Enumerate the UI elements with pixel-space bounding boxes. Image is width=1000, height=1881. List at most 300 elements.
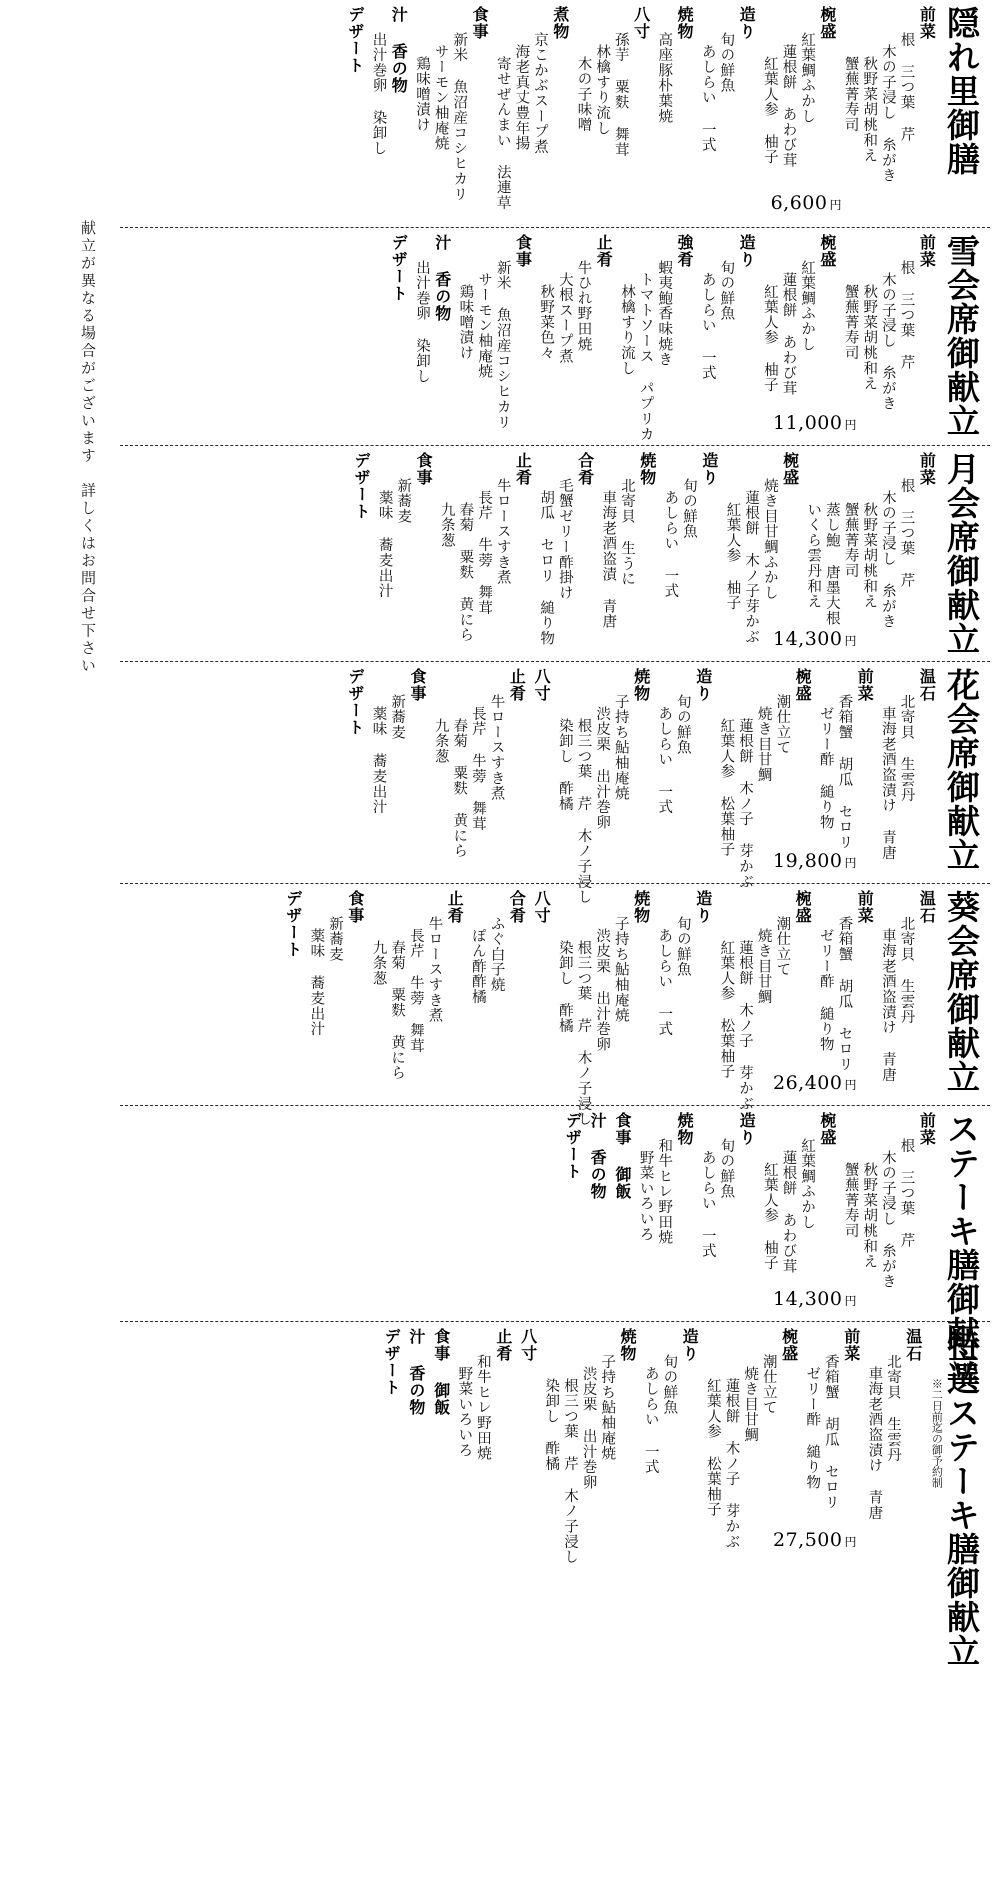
dish-item: あしらい 一式 bbox=[662, 490, 679, 599]
dish-columns bbox=[120, 234, 937, 442]
dish-item-list bbox=[802, 452, 914, 629]
dish-columns bbox=[120, 1112, 937, 1290]
dish-item: ゼリー酢 縋り物 bbox=[817, 928, 834, 1052]
dish-group bbox=[701, 1328, 799, 1550]
course-price-value: 6,600 bbox=[770, 192, 828, 214]
dish-item: 子持ち鮎柚庵焼 bbox=[612, 916, 629, 1024]
dish-item: 旬の鮮魚 bbox=[718, 260, 735, 322]
dish-label: 焼物 bbox=[631, 668, 651, 702]
dish-item: 林檎すり流し bbox=[618, 284, 635, 376]
course-price bbox=[773, 1288, 857, 1310]
dish-group bbox=[758, 6, 835, 168]
course-title: 葵会席御献立 bbox=[942, 890, 981, 1094]
dish-item: 蓮根餅 木ノ子 芽かぶ bbox=[737, 718, 754, 890]
dish-label: 八寸 bbox=[631, 6, 651, 40]
dish-item: 焼き目甘鯛 bbox=[742, 1366, 759, 1443]
dish-item-list bbox=[367, 668, 404, 815]
dish-label: 食事 bbox=[414, 452, 434, 486]
dish-label: 焼物 bbox=[637, 452, 657, 486]
dish-group bbox=[839, 6, 937, 184]
dish-item: 和牛ヒレ野田焼 bbox=[475, 1354, 492, 1462]
dish-item: 蓮根餅 木ノ子 芽かぶ bbox=[723, 1378, 740, 1550]
dish-item: 潮仕立て bbox=[774, 694, 791, 756]
dish-item: 紅葉人参 柚子 bbox=[724, 502, 741, 611]
dish-group bbox=[696, 1112, 757, 1259]
dish-label: 温石 bbox=[917, 668, 937, 702]
dish-group bbox=[378, 1328, 402, 1396]
dish-item: 寄せぜんまい 法連草 bbox=[494, 56, 511, 211]
currency-yen: 円 bbox=[844, 634, 857, 648]
dish-group bbox=[535, 452, 593, 646]
dish-item: 焼き目甘鯛 bbox=[755, 706, 772, 783]
dish-item: 根三つ葉 芹 木ノ子浸し bbox=[575, 718, 592, 905]
dish-group bbox=[659, 452, 717, 599]
dish-item-list bbox=[701, 1328, 776, 1549]
dish-item-list bbox=[454, 234, 510, 430]
currency-yen: 円 bbox=[844, 1535, 857, 1549]
dish-label: 汁 香の物 bbox=[588, 1112, 608, 1200]
dish-item-list bbox=[814, 668, 851, 850]
dish-item-list bbox=[553, 668, 628, 905]
dish-item: 毛蟹ゼリー酢掛け bbox=[556, 478, 573, 601]
dish-item: 潮仕立て bbox=[774, 916, 791, 978]
dish-label: 食事 bbox=[513, 234, 533, 268]
dish-label: 造り bbox=[699, 452, 719, 486]
dish-label: デザート bbox=[345, 6, 365, 74]
dish-item-list bbox=[435, 452, 510, 643]
dish-group bbox=[528, 890, 552, 924]
dish-item: 鶏味噌漬け bbox=[457, 284, 474, 361]
dish-item: 海老真丈豊年揚 bbox=[513, 44, 530, 152]
dish-group bbox=[410, 6, 490, 202]
dish-item: 秋野菜胡桃和え bbox=[861, 502, 878, 610]
dish-item-list bbox=[814, 890, 851, 1072]
course-title: ステーキ膳御献立 bbox=[942, 1112, 981, 1384]
dish-item: いくら雲丹和え bbox=[805, 502, 822, 610]
dish-group bbox=[758, 234, 835, 396]
dish-item: サーモン柚庵焼 bbox=[476, 272, 493, 380]
dish-item: 根三つ葉 芹 木ノ子浸し bbox=[561, 1378, 578, 1565]
dish-item-list bbox=[801, 1328, 838, 1510]
dish-label: 煮物 bbox=[550, 6, 570, 40]
course-title: 隠れ里御膳 bbox=[942, 6, 981, 176]
dish-item: 子持ち鮎柚庵焼 bbox=[599, 1354, 616, 1462]
dish-item: 薬味 蕎麦出汁 bbox=[308, 928, 325, 1037]
dish-item-list bbox=[535, 234, 591, 364]
dish-group bbox=[515, 1328, 536, 1362]
dish-item: 薬味 蕎麦出汁 bbox=[376, 490, 393, 599]
course-price-value: 19,800 bbox=[773, 850, 843, 872]
dish-label: デザート bbox=[351, 452, 371, 520]
dish-item: 胡瓜 セロリ 縋り物 bbox=[538, 490, 555, 646]
course-title: 花会席御献立 bbox=[942, 668, 981, 872]
dish-group bbox=[758, 1112, 835, 1274]
dish-label: 椀盛 bbox=[817, 1112, 837, 1146]
dish-item-list bbox=[758, 234, 814, 396]
dish-item: 焼き目甘鯛 bbox=[755, 928, 772, 1005]
dish-item-list bbox=[572, 6, 628, 157]
dish-item: 木の子浸し 糸がき bbox=[879, 1150, 896, 1290]
dish-item: 車海老酒盗漬け 青唐 bbox=[879, 928, 896, 1083]
dish-item-list bbox=[696, 6, 733, 153]
dish-item: 長芹 牛蒡 舞茸 bbox=[407, 928, 424, 1054]
dish-item-list bbox=[466, 890, 503, 1005]
dish-group bbox=[553, 890, 651, 1127]
dish-item: 牛ひれ野田焼 bbox=[575, 260, 592, 352]
dish-group bbox=[348, 452, 369, 520]
course-title: 特選ステーキ膳御献立 bbox=[942, 1328, 981, 1668]
course-title-block bbox=[942, 668, 981, 872]
dish-item: 大根スープ煮 bbox=[556, 272, 573, 364]
dish-item: 旬の鮮魚 bbox=[718, 32, 735, 94]
dish-group bbox=[560, 1112, 581, 1180]
dish-item: 北寄貝 生雲丹 bbox=[885, 1354, 901, 1463]
dish-item: 蟹蕪菁寿司 bbox=[842, 56, 859, 133]
dish-item: 車海老酒盗漬け 青唐 bbox=[879, 706, 896, 861]
dish-label: 焼物 bbox=[675, 6, 695, 40]
dish-item: 根 三つ葉 芹 bbox=[898, 260, 915, 371]
dish-item: 紅葉人参 柚子 bbox=[761, 56, 778, 165]
dish-item: ゼリー酢 縋り物 bbox=[804, 1366, 821, 1490]
dish-label: 前菜 bbox=[917, 6, 937, 40]
dish-group bbox=[367, 668, 425, 815]
dish-label: 強肴 bbox=[675, 234, 695, 268]
dish-group bbox=[305, 890, 363, 1037]
course-price bbox=[773, 1529, 857, 1551]
dish-label: 汁 香の物 bbox=[432, 234, 452, 322]
dish-label: 造り bbox=[693, 890, 713, 924]
course-block bbox=[120, 662, 990, 905]
dish-label: 食事 bbox=[470, 6, 490, 40]
currency-yen: 円 bbox=[829, 198, 842, 212]
dish-label: 前菜 bbox=[917, 234, 937, 268]
dish-item-list bbox=[305, 890, 342, 1037]
dish-label: デザート bbox=[563, 1112, 583, 1180]
dish-group bbox=[634, 1112, 695, 1246]
currency-yen: 円 bbox=[844, 1078, 857, 1092]
dish-label: 前菜 bbox=[855, 668, 875, 702]
course-block bbox=[120, 0, 990, 228]
dish-item: 蓮根餅 あわび茸 bbox=[780, 44, 797, 168]
dish-item-list bbox=[597, 452, 634, 629]
dish-item: 鶏味噌漬け bbox=[413, 56, 430, 133]
course-price-value: 14,300 bbox=[773, 1288, 843, 1310]
dish-label: 造り bbox=[737, 6, 757, 40]
dish-item: 香箱蟹 胡瓜 セロリ bbox=[836, 916, 853, 1072]
dish-group bbox=[535, 234, 612, 364]
dish-label: 椀盛 bbox=[793, 890, 813, 924]
dish-item: 薬味 蕎麦出汁 bbox=[370, 706, 387, 815]
dish-group bbox=[639, 1328, 700, 1475]
dish-group bbox=[839, 234, 937, 412]
course-title-block bbox=[930, 1328, 981, 1668]
dish-item-list bbox=[839, 1112, 914, 1289]
dish-item: 紅葉人参 松葉柚子 bbox=[718, 718, 735, 858]
course-block bbox=[120, 1322, 990, 1668]
dish-item-list bbox=[367, 890, 442, 1081]
dish-group bbox=[801, 1328, 859, 1510]
dish-item: 蝦夷鮑香味焼き bbox=[656, 260, 673, 368]
dish-item: 紅葉鯛ふかし bbox=[799, 260, 816, 352]
dish-label: 造り bbox=[737, 1112, 757, 1146]
dish-label: デザート bbox=[389, 234, 409, 302]
dish-label: 造り bbox=[680, 1328, 700, 1362]
dish-item-list bbox=[876, 890, 913, 1083]
course-title-block bbox=[942, 234, 981, 438]
dish-group bbox=[453, 1328, 511, 1461]
dish-item: 新蕎麦 bbox=[389, 694, 406, 740]
dish-item: 旬の鮮魚 bbox=[674, 916, 691, 978]
dish-item-list bbox=[696, 1112, 733, 1259]
dish-group bbox=[553, 668, 651, 905]
dish-item: 春菊 粟麩 黄にら bbox=[451, 718, 468, 859]
course-block bbox=[120, 884, 990, 1127]
dish-group bbox=[584, 1112, 608, 1200]
dish-item-list bbox=[653, 6, 672, 124]
dish-item: 根 三つ葉 芹 bbox=[898, 478, 915, 589]
dish-group bbox=[615, 234, 695, 442]
dish-item: 旬の鮮魚 bbox=[661, 1354, 678, 1416]
dish-item: 蓮根餅 木ノ子芽かぶ bbox=[743, 490, 760, 645]
dish-label: 八寸 bbox=[518, 1328, 538, 1362]
dish-item-list bbox=[429, 668, 504, 859]
dish-label: 食事 御飯 bbox=[431, 1328, 451, 1416]
dish-item: 長芹 牛蒡 舞茸 bbox=[469, 706, 486, 832]
dish-label: 前菜 bbox=[917, 1112, 937, 1146]
dish-item: ぽん酢酢橘 bbox=[469, 928, 486, 1005]
dish-item-list bbox=[634, 1112, 671, 1245]
dish-columns bbox=[120, 6, 937, 211]
dish-item-list bbox=[876, 668, 913, 861]
dish-label: 造り bbox=[693, 668, 713, 702]
dish-label: デザート bbox=[345, 668, 365, 736]
dish-item: あしらい 一式 bbox=[642, 1366, 659, 1475]
dish-group bbox=[802, 452, 935, 629]
dish-group bbox=[435, 452, 533, 643]
dish-item: 子持ち鮎柚庵焼 bbox=[612, 694, 629, 802]
dish-item: 潮仕立て bbox=[760, 1354, 777, 1416]
dish-group bbox=[410, 234, 452, 384]
dish-group bbox=[491, 6, 568, 211]
dish-item: ふぐ白子焼 bbox=[488, 916, 505, 993]
course-price bbox=[773, 850, 857, 872]
dish-label: 造り bbox=[737, 234, 757, 268]
dish-group bbox=[863, 1328, 921, 1521]
dish-item-list bbox=[659, 452, 696, 599]
dish-item: トマトソース パプリカ bbox=[637, 272, 654, 442]
dish-item: 旬の鮮魚 bbox=[681, 478, 698, 540]
dish-label: 前菜 bbox=[855, 890, 875, 924]
dish-item: 秋野菜胡桃和え bbox=[861, 1162, 878, 1270]
dish-item-list bbox=[410, 234, 429, 384]
dish-label: 前菜 bbox=[917, 452, 937, 486]
course-price-value: 11,000 bbox=[773, 412, 843, 434]
dish-group bbox=[540, 1328, 638, 1565]
dish-columns bbox=[120, 452, 937, 646]
dish-item: 旬の鮮魚 bbox=[718, 1138, 735, 1200]
dish-group bbox=[814, 890, 875, 1072]
dish-item: 渋皮栗 出汁巻卵 bbox=[594, 706, 611, 830]
currency-yen: 円 bbox=[844, 1294, 857, 1308]
dish-item: 車海老酒盗漬 青唐 bbox=[600, 490, 617, 630]
dish-item-list bbox=[839, 234, 914, 411]
dish-item-list bbox=[367, 6, 386, 156]
dish-item: 香箱蟹 胡瓜 セロリ bbox=[822, 1354, 839, 1510]
course-title: 月会席御献立 bbox=[942, 452, 981, 656]
dish-label: 止肴 bbox=[513, 452, 533, 486]
dish-item: あしらい 一式 bbox=[699, 1150, 716, 1259]
dish-label: 止肴 bbox=[445, 890, 465, 924]
dish-group bbox=[653, 6, 695, 124]
dish-group bbox=[342, 668, 363, 736]
dish-item: 蟹蕪菁寿司 bbox=[842, 284, 859, 361]
dish-label: 焼物 bbox=[618, 1328, 638, 1362]
dish-item: 香箱蟹 胡瓜 セロリ bbox=[836, 694, 853, 850]
dish-item: 蟹蕪菁寿司 bbox=[842, 502, 859, 579]
dish-item: あしらい 一式 bbox=[656, 928, 673, 1037]
dish-group bbox=[653, 668, 711, 815]
dish-item: 紅葉鯛ふかし bbox=[799, 1138, 816, 1230]
dish-item-list bbox=[758, 1112, 814, 1274]
dish-item: 木の子味噌 bbox=[575, 56, 592, 133]
dish-item: 高座豚朴葉焼 bbox=[656, 32, 673, 124]
dish-group bbox=[696, 6, 757, 153]
dish-label: 食事 bbox=[407, 668, 427, 702]
course-price bbox=[771, 192, 842, 214]
course-price-value: 27,500 bbox=[773, 1529, 843, 1551]
dish-group bbox=[373, 452, 434, 599]
dish-group bbox=[280, 890, 301, 958]
dish-item: サーモン柚庵焼 bbox=[432, 44, 449, 152]
dish-label: 椀盛 bbox=[780, 452, 800, 486]
dish-item: 春菊 粟麩 黄にら bbox=[457, 502, 474, 643]
currency-yen: 円 bbox=[844, 856, 857, 870]
dish-item-list bbox=[453, 1328, 490, 1461]
dish-item: 新蕎麦 bbox=[395, 478, 412, 524]
dish-item: 蓮根餅 あわび茸 bbox=[780, 272, 797, 396]
course-title-block bbox=[942, 890, 981, 1094]
dish-group bbox=[597, 452, 655, 629]
dish-item-list bbox=[696, 234, 733, 381]
dish-item: 北寄貝 生うに bbox=[618, 478, 635, 587]
dish-item: 蟹蕪菁寿司 bbox=[842, 1162, 859, 1239]
dish-label: デザート bbox=[283, 890, 303, 958]
dish-item: 和牛ヒレ野田焼 bbox=[656, 1138, 673, 1246]
dish-item: 紅葉人参 松葉柚子 bbox=[704, 1378, 721, 1518]
course-block bbox=[120, 228, 990, 446]
dish-group bbox=[528, 668, 552, 702]
dish-group bbox=[367, 890, 465, 1081]
dish-item: あしらい 一式 bbox=[699, 272, 716, 381]
course-title: 雪会席御献立 bbox=[942, 234, 981, 438]
dish-group bbox=[429, 668, 527, 859]
dish-item: 焼き目甘鯛ふかし bbox=[761, 478, 778, 601]
dish-item-list bbox=[410, 6, 466, 202]
dish-item: 秋野菜胡桃和え bbox=[861, 284, 878, 392]
dish-item: 春菊 粟麩 黄にら bbox=[389, 940, 406, 1081]
dish-item-list bbox=[863, 1328, 900, 1521]
dish-item: あしらい 一式 bbox=[699, 44, 716, 153]
dish-label: 椀盛 bbox=[817, 234, 837, 268]
course-title-block bbox=[942, 452, 981, 656]
dish-group bbox=[876, 890, 937, 1083]
dish-item: 新米 魚沼産コシヒカリ bbox=[494, 260, 511, 430]
dish-group bbox=[609, 1112, 630, 1200]
dish-item: 染卸し 酢橘 bbox=[543, 1378, 560, 1472]
dish-group bbox=[428, 1328, 449, 1416]
dish-group bbox=[876, 668, 937, 861]
dish-group bbox=[814, 668, 875, 850]
dish-item: 旬の鮮魚 bbox=[674, 694, 691, 756]
dish-label: 止肴 bbox=[493, 1328, 513, 1362]
currency-yen: 円 bbox=[844, 418, 857, 432]
dish-item: 秋野菜胡桃和え bbox=[861, 56, 878, 164]
dish-item: 林檎すり流し bbox=[594, 44, 611, 136]
dish-label: 合肴 bbox=[575, 452, 595, 486]
dish-item: 紅葉人参 松葉柚子 bbox=[718, 940, 735, 1080]
dish-item: 紅葉人参 柚子 bbox=[761, 284, 778, 393]
dish-label: 椀盛 bbox=[817, 6, 837, 40]
dish-item: 京こかぶスープ煮 bbox=[532, 32, 549, 155]
dish-item: 新米 魚沼産コシヒカリ bbox=[451, 32, 468, 202]
menu-footnote: 献立が異なる場合がございます 詳しくはお問合せ下さい bbox=[79, 220, 97, 675]
course-price-value: 26,400 bbox=[773, 1072, 843, 1094]
dish-label: 椀盛 bbox=[793, 668, 813, 702]
dish-label: 止肴 bbox=[507, 668, 527, 702]
dish-item: 根 三つ葉 芹 bbox=[898, 32, 915, 143]
dish-label: 八寸 bbox=[532, 890, 552, 924]
dish-item: 渋皮栗 出汁巻卵 bbox=[594, 928, 611, 1052]
dish-item: あしらい 一式 bbox=[656, 706, 673, 815]
dish-label: 合肴 bbox=[507, 890, 527, 924]
dish-label: 食事 御飯 bbox=[612, 1112, 632, 1200]
dish-group bbox=[696, 234, 757, 381]
course-price bbox=[773, 628, 857, 650]
dish-item: 蓮根餅 木ノ子 芽かぶ bbox=[737, 940, 754, 1112]
dish-item: 根三つ葉 芹 木ノ子浸し bbox=[575, 940, 592, 1127]
course-price-value: 14,300 bbox=[773, 628, 843, 650]
dish-group bbox=[454, 234, 531, 430]
dish-item-list bbox=[373, 452, 410, 599]
dish-item: 渋皮栗 出汁巻卵 bbox=[580, 1366, 597, 1490]
dish-group bbox=[839, 1112, 937, 1290]
dish-label: 椀盛 bbox=[779, 1328, 799, 1362]
dish-group bbox=[403, 1328, 424, 1416]
dish-item: 秋野菜色々 bbox=[538, 284, 555, 361]
dish-item: 紅葉人参 柚子 bbox=[761, 1162, 778, 1271]
dish-label: 止肴 bbox=[594, 234, 614, 268]
course-block bbox=[120, 446, 990, 662]
dish-item-list bbox=[615, 234, 671, 442]
dish-label: 温石 bbox=[917, 890, 937, 924]
dish-item: 出汁巻卵 染卸し bbox=[413, 260, 430, 384]
dish-label: 前菜 bbox=[841, 1328, 861, 1362]
dish-group bbox=[466, 890, 527, 1005]
dish-item: 九条葱 bbox=[432, 718, 449, 764]
dish-item: 染卸し 酢橘 bbox=[556, 718, 573, 812]
dish-item-list bbox=[553, 890, 628, 1127]
dish-item: 木の子浸し 糸がき bbox=[879, 490, 896, 630]
dish-item-list bbox=[653, 890, 690, 1037]
dish-group bbox=[653, 890, 711, 1037]
dish-item: 長芹 牛蒡 舞茸 bbox=[476, 490, 493, 616]
dish-item: 北寄貝 生雲丹 bbox=[898, 694, 915, 803]
dish-item: 木の子浸し 糸がき bbox=[879, 272, 896, 412]
dish-label: 焼物 bbox=[631, 890, 651, 924]
dish-item-list bbox=[535, 452, 572, 646]
dish-item: ゼリー酢 縋り物 bbox=[817, 706, 834, 830]
dish-group bbox=[572, 6, 649, 157]
